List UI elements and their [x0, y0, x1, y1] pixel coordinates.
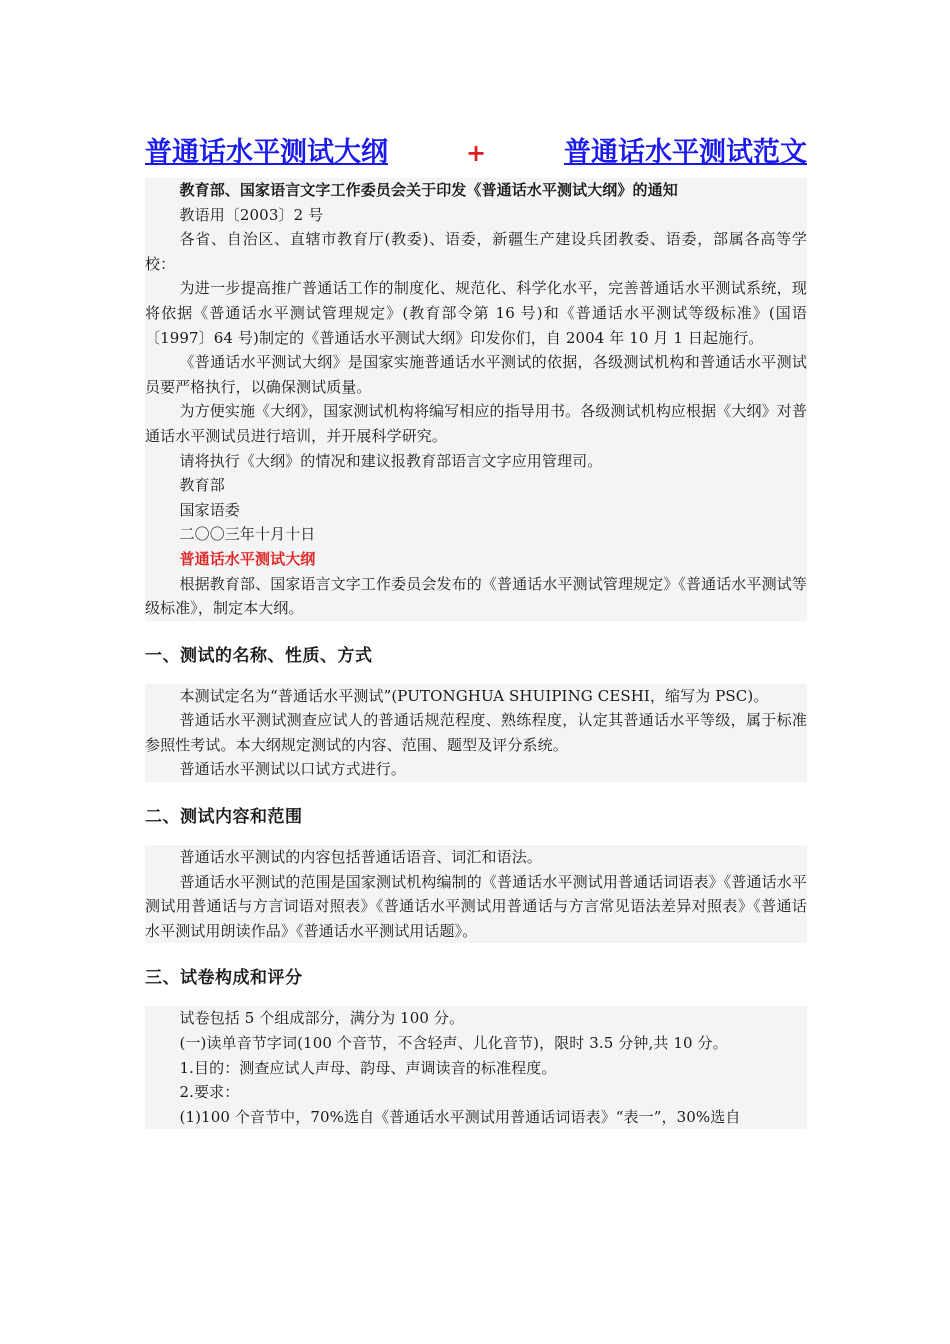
- notice-paragraph-1: 为进一步提高推广普通话工作的制度化、规范化、科学化水平，完善普通话水平测试系统，现将依据《普通话水平测试管理规定》(教育部令第 16 号)和《普通话水平测试等级标准》(国语〔1997〕64 号)制定的《普通话水平测试大纲》印发你们，自 2004 年 10 月 1 日起施行。: [145, 279, 807, 347]
- section-2-paragraph: 普通话水平测试的范围是国家测试机构编制的《普通话水平测试用普通话词语表》《普通话水平测试用普通话与方言词语对照表》《普通话水平测试用普通话与方言常见语法差异对照表》《普通话水平测试用朗读作品》《普通话水平测试用话题》。: [145, 872, 807, 940]
- outline-intro: 根据教育部、国家语言文字工作委员会发布的《普通话水平测试管理规定》《普通话水平测试等级标准》，制定本大纲。: [145, 574, 807, 618]
- section-1-paragraph: 普通话水平测试测查应试人的普通话规范程度、熟练程度，认定其普通话水平等级，属于标准参照性考试。本大纲规定测试的内容、范围、题型及评分系统。: [145, 711, 807, 754]
- section-2-paragraph: 普通话水平测试的内容包括普通话语音、词汇和语法。: [179, 848, 542, 867]
- notice-signature-commission: 国家语委: [179, 500, 240, 519]
- section-body-1: [145, 684, 807, 782]
- title-row: [145, 130, 807, 174]
- document-page: [145, 130, 807, 1129]
- notice-paragraph-3: 为方便实施《大纲》，国家测试机构将编写相应的指导用书。各级测试机构应根据《大纲》对普通话水平测试员进行培训，并开展科学研究。: [145, 402, 807, 445]
- section-3-paragraph: 2.要求：: [179, 1083, 240, 1102]
- section-body-3: [145, 1006, 807, 1129]
- section-heading-3: 三、试卷构成和评分: [145, 968, 303, 989]
- notice-date: 二〇〇三年十月十日: [179, 525, 316, 544]
- notice-signature-ministry: 教育部: [179, 476, 225, 495]
- title-link-outline[interactable]: 普通话水平测试大纲: [145, 137, 388, 168]
- section-3-paragraph: 试卷包括 5 个组成部分，满分为 100 分。: [179, 1009, 465, 1028]
- section-heading-2: 二、测试内容和范围: [145, 807, 303, 828]
- notice-paragraph-2: 《普通话水平测试大纲》是国家实施普通话水平测试的依据，各级测试机构和普通话水平测试员要严格执行，以确保测试质量。: [145, 353, 807, 396]
- notice-heading: 教育部、国家语言文字工作委员会关于印发《普通话水平测试大纲》的通知: [179, 181, 678, 199]
- title-link-sample-texts[interactable]: 普通话水平测试范文: [563, 137, 807, 168]
- title-plus-sign: +: [465, 139, 487, 167]
- notice-doc-number: 教语用〔2003〕2 号: [179, 205, 324, 224]
- section-3-paragraph: (一)读单音节字词(100 个音节，不含轻声、儿化音节)，限时 3.5 分钟,共 10 分。: [179, 1034, 728, 1053]
- outline-title: 普通话水平测试大纲: [179, 549, 316, 568]
- section-1-paragraph: 普通话水平测试以口试方式进行。: [179, 760, 407, 779]
- section-3-paragraph: (1)100 个音节中，70%选自《普通话水平测试用普通话词语表》“表一”，30%选自: [179, 1107, 741, 1126]
- notice-block: [145, 178, 807, 621]
- notice-paragraph-4: 请将执行《大纲》的情况和建议报教育部语言文字应用管理司。: [179, 451, 603, 470]
- section-1-paragraph: 本测试定名为“普通话水平测试”(PUTONGHUA SHUIPING CESHI，缩写为 PSC)。: [179, 686, 769, 705]
- section-3-paragraph: 1.目的：测查应试人声母、韵母、声调读音的标准程度。: [179, 1058, 557, 1077]
- section-body-2: [145, 845, 807, 943]
- section-heading-1: 一、测试的名称、性质、方式: [145, 645, 373, 666]
- notice-recipients: 各省、自治区、直辖市教育厅(教委)、语委，新疆生产建设兵团教委、语委，部属各高等学校：: [145, 230, 807, 273]
